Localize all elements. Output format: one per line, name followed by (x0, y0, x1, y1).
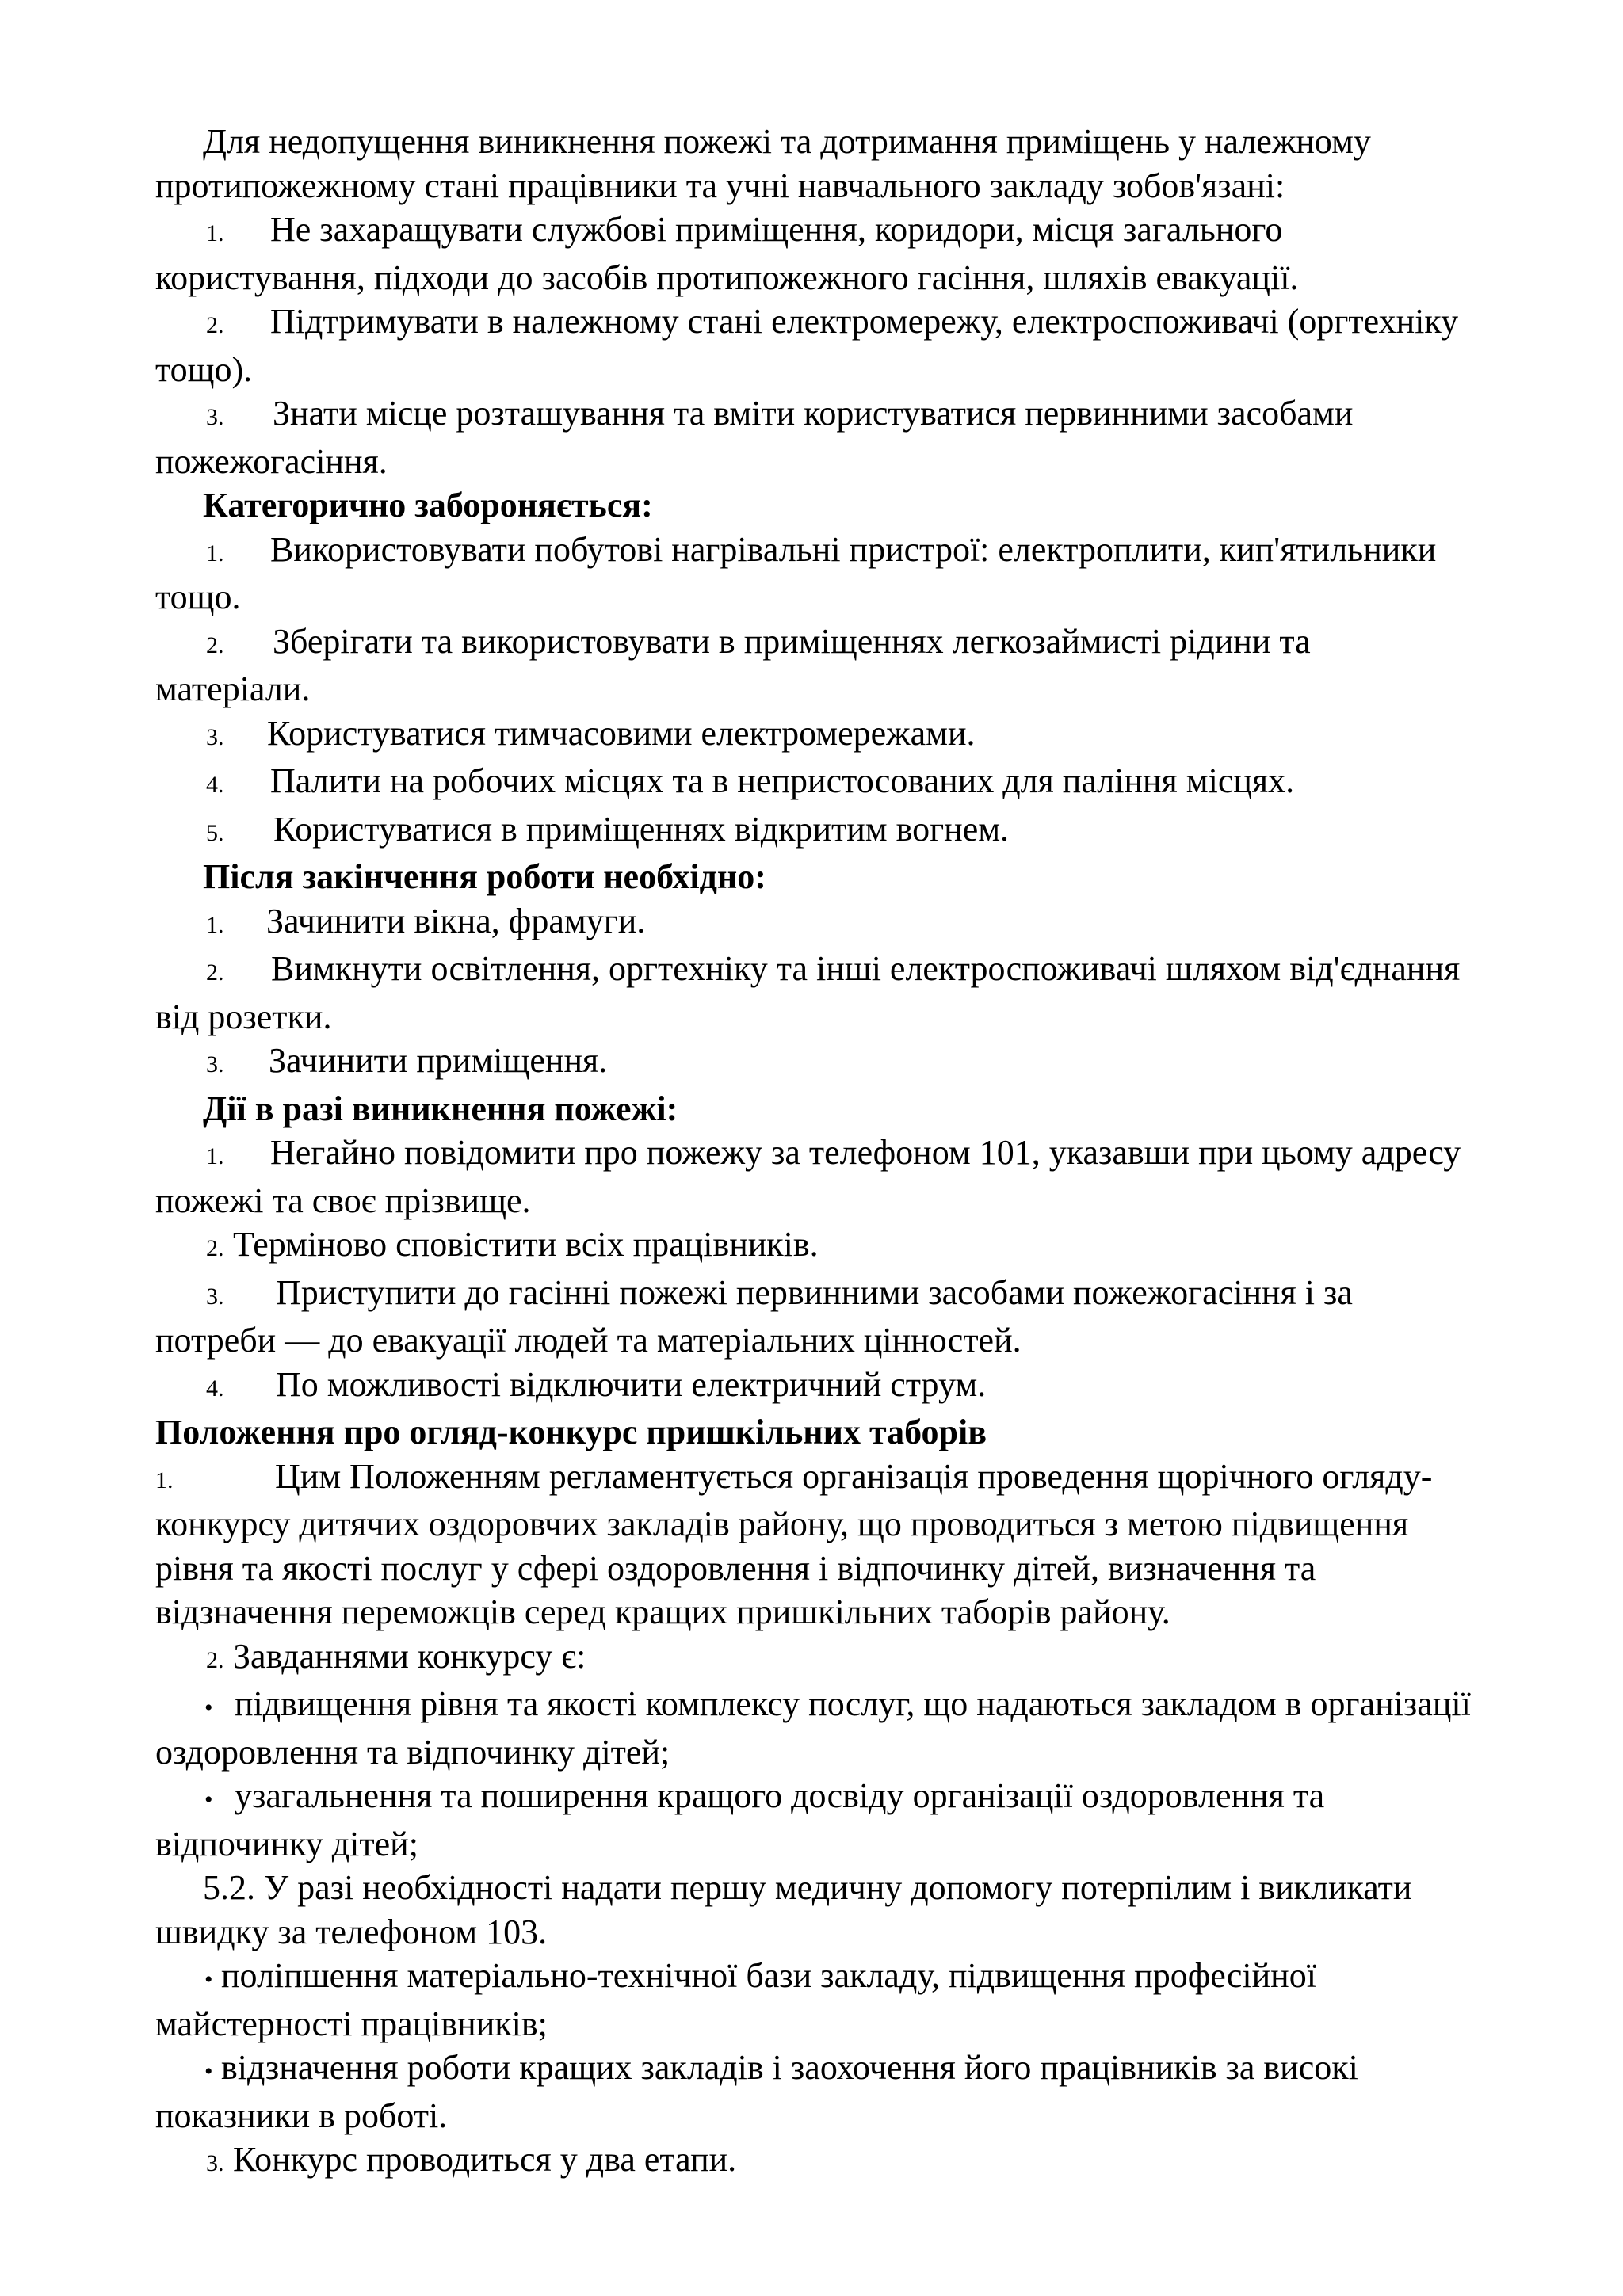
regulation-item (155, 1634, 1471, 1683)
list-item (155, 711, 1471, 760)
bullet-item (155, 1774, 1471, 1866)
list-text: Палити на робочих місцях та в непристосованих для паління місцях. (270, 761, 1295, 800)
list-text: Негайно повідомити про пожежу за телефоном 101, указавши при цьому адресу пожежі та своє прізвище. (155, 1133, 1461, 1220)
bullet-item (155, 1954, 1471, 2046)
regulation-item (155, 2138, 1471, 2186)
bullet-text: поліпшення матеріально-технічної бази закладу, підвищення професійної майстерності працівників; (155, 1956, 1316, 2043)
bullet-item (155, 1682, 1471, 1774)
list-item (155, 1271, 1471, 1363)
list-number: 2. (206, 312, 224, 338)
list-text: Не захаращувати службові приміщення, коридори, місця загального користування, підходи до засобів протипожежного гасіння, шляхів евакуації. (155, 210, 1299, 297)
list-text: Приступити до гасінні пожежі первинними засобами пожежогасіння і за потреби — до евакуації людей та матеріальних цінностей. (155, 1272, 1353, 1360)
bullet-icon: • (204, 1787, 213, 1813)
list-text: Користуватися в приміщеннях відкритим вогнем. (273, 809, 1010, 849)
regulation-text: Цим Положенням регламентується організація проведення щорічного огляду-конкурсу дитячих оздоровчих закладів району, що проводиться з метою підвищення рівня та якості послуг у сфері оздоровлення і відпочинку дітей, визначення та відзначення переможців серед кращих пришкільних таборів району. (155, 1456, 1433, 1631)
list-number: 1. (206, 540, 224, 566)
bullet-text: підвищення рівня та якості комплексу послуг, що надаються закладом в організації оздоровлення та відпочинку дітей; (155, 1684, 1471, 1772)
list-text: Зачинити приміщення. (269, 1041, 608, 1080)
list-item (155, 1222, 1471, 1271)
list-number: 2. (206, 959, 224, 986)
list-text: Зачинити вікна, фрамуги. (266, 901, 646, 940)
document-body (155, 120, 1471, 2186)
regulation-text: Конкурс проводиться у два етапи. (233, 2140, 737, 2179)
list-item (155, 759, 1471, 807)
list-number: 4. (206, 772, 224, 798)
list-number: 3. (206, 1051, 224, 1077)
list-text: Зберігати та використовувати в приміщеннях легкозаймисті рідини та матеріали. (155, 621, 1311, 708)
list-item (155, 899, 1471, 948)
list-number: 5. (206, 819, 224, 846)
list-number: 3. (206, 1283, 224, 1310)
bullet-text: узагальнення та поширення кращого досвіду організації оздоровлення та відпочинку дітей; (155, 1776, 1325, 1863)
section-heading-prohibited: Категорично забороняється: (203, 486, 653, 524)
list-text: Підтримувати в належному стані електромережу, електроспоживачі (оргтехніку тощо). (155, 302, 1459, 389)
regulation-title: Положення про огляд-конкурс пришкільних таборів (155, 1413, 987, 1451)
list-number: 4. (206, 1375, 224, 1402)
list-text: Терміново сповістити всіх працівників. (233, 1225, 819, 1264)
list-item (155, 528, 1471, 620)
list-number: 2. (206, 1646, 224, 1673)
list-number: 1. (155, 1466, 174, 1493)
list-number: 1. (206, 220, 224, 246)
list-item (155, 1363, 1471, 1411)
list-item (155, 208, 1471, 299)
regulation-text: Завданнями конкурсу є: (233, 1636, 586, 1676)
bullet-text: відзначення роботи кращих закладів і заохочення його працівників за високі показники в роботі. (155, 2048, 1358, 2135)
intro-paragraph: Для недопущення виникнення пожежі та дотримання приміщень у належному протипожежному стані працівники та учні навчального закладу зобов'язані: (155, 122, 1371, 205)
bullet-icon: • (204, 2058, 213, 2084)
list-item (155, 299, 1471, 391)
list-number: 1. (206, 1143, 224, 1169)
list-number: 3. (206, 2150, 224, 2176)
bullet-icon: • (204, 1966, 213, 1993)
list-text: По можливості відключити електричний струм. (276, 1364, 987, 1404)
list-item (155, 1039, 1471, 1087)
list-number: 1. (206, 911, 224, 938)
section-heading-after-work: Після закінчення роботи необхідно: (203, 857, 766, 896)
bullet-item (155, 2046, 1471, 2138)
regulation-item (155, 1455, 1471, 1634)
list-text: Знати місце розташування та вміти користуватися первинними засобами пожежогасіння. (155, 394, 1354, 481)
list-item (155, 947, 1471, 1039)
list-item (155, 807, 1471, 856)
medical-paragraph: 5.2. У разі необхідності надати першу медичну допомогу потерпілим і викликати швидку за телефоном 103. (155, 1868, 1412, 1951)
list-number: 2. (206, 631, 224, 658)
list-text: Вимкнути освітлення, оргтехніку та інші електроспоживачі шляхом від'єднання від розетки. (155, 949, 1461, 1036)
list-text: Використовувати побутові нагрівальні пристрої: електроплити, кип'ятильники тощо. (155, 529, 1437, 616)
bullet-icon: • (204, 1695, 213, 1721)
list-number: 2. (206, 1235, 224, 1261)
list-item (155, 1131, 1471, 1222)
list-item (155, 391, 1471, 483)
list-number: 3. (206, 404, 224, 430)
list-text: Користуватися тимчасовими електромережами. (267, 713, 976, 753)
section-heading-fire: Дії в разі виникнення пожежі: (203, 1089, 678, 1128)
list-number: 3. (206, 723, 224, 750)
list-item (155, 620, 1471, 711)
